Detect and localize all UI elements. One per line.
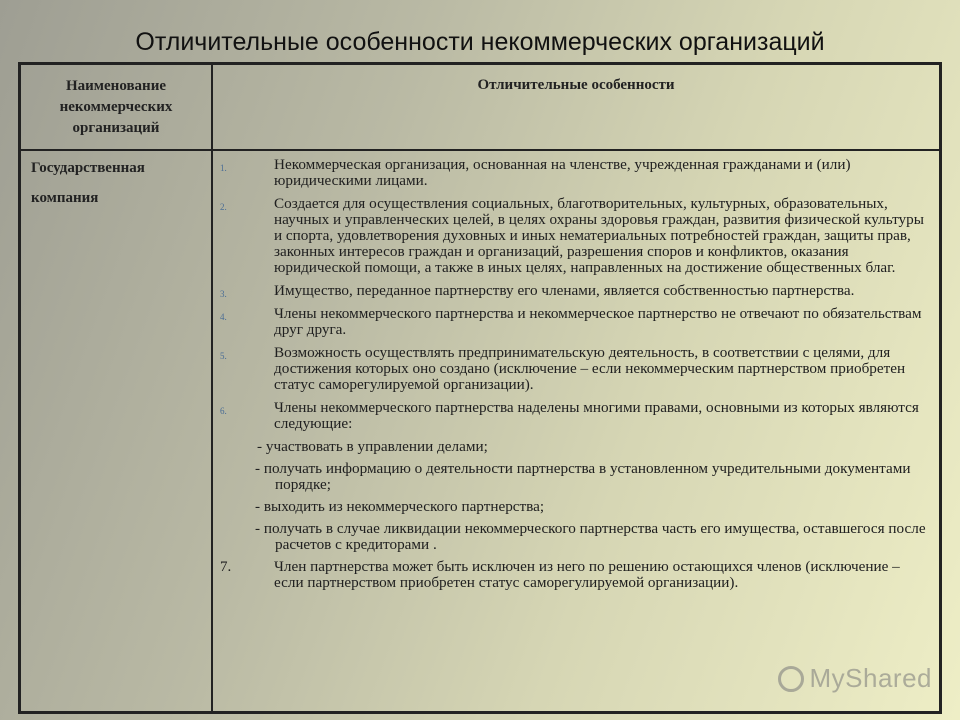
list-item xyxy=(217,306,929,338)
list-number: 3. xyxy=(220,289,227,299)
features-cell xyxy=(217,157,929,591)
list-number: 2. xyxy=(220,202,227,212)
list-text: Создается для осуществления социальных, благотворительных, культурных, образовательных, научных и управленческих целей, в целях охраны здоровья граждан, развития физической культуры и спорта, удовлетворения духовных и иных нематериальных потребностей граждан, защиты прав, законных интересов граждан и организаций, разрешения споров и конфликтов, оказания юридической помощи, а также в иных целях, направленных на достижение общественных благ. xyxy=(274,195,924,276)
slide-title: Отличительные особенности некоммерческих организаций xyxy=(135,28,825,56)
features-table xyxy=(18,62,942,714)
list-item xyxy=(217,196,929,276)
header-divider xyxy=(21,149,939,151)
watermark-icon xyxy=(778,666,804,692)
rights-subitem: - получать информацию о деятельности партнерства в установленном учредительными документами порядке; xyxy=(255,460,911,493)
list-item xyxy=(217,345,929,393)
header-organization-name: Наименование некоммерческих организаций xyxy=(59,77,173,136)
watermark-logo xyxy=(778,663,933,694)
list-number: 1. xyxy=(220,163,227,173)
list-text: Возможность осуществлять предпринимательскую деятельность, в соответствии с целями, для достижения которых оно создано (исключение – если некоммерческим партнерством приобретен статус саморегулируемой организации). xyxy=(274,344,906,393)
list-number: 4. xyxy=(220,312,227,322)
list-text: Члены некоммерческого партнерства наделены многими правами, основными из которых являются следующие: xyxy=(274,399,919,432)
organization-name-cell: Государственная компания xyxy=(31,160,145,206)
rights-subitem: - участвовать в управлении делами; xyxy=(257,438,488,455)
list-number: 6. xyxy=(220,406,227,416)
list-text: Имущество, переданное партнерству его членами, является собственностью партнерства. xyxy=(274,282,855,299)
rights-subitem: - получать в случае ликвидации некоммерческого партнерства часть его имущества, оставшегося после расчетов с кредиторами . xyxy=(255,520,926,553)
list-number: 7. xyxy=(220,559,232,575)
list-number: 5. xyxy=(220,351,227,361)
list-text: Некоммерческая организация, основанная на членстве, учрежденная гражданами и (или) юридическими лицами. xyxy=(274,156,851,189)
list-text: Член партнерства может быть исключен из него по решению остающихся членов (исключение – если партнерством приобретен статус саморегулируемой организации). xyxy=(274,558,900,591)
column-divider xyxy=(211,65,213,711)
rights-subitem: - выходить из некоммерческого партнерства; xyxy=(255,498,545,515)
watermark-text: MyShared xyxy=(809,663,932,693)
list-text: Члены некоммерческого партнерства и некоммерческое партнерство не отвечают по обязательствам друг друга. xyxy=(274,305,922,338)
list-item xyxy=(217,283,929,299)
list-item xyxy=(217,559,929,591)
header-distinctive-features: Отличительные особенности xyxy=(477,77,675,93)
list-item xyxy=(217,400,929,432)
list-item xyxy=(217,157,929,189)
